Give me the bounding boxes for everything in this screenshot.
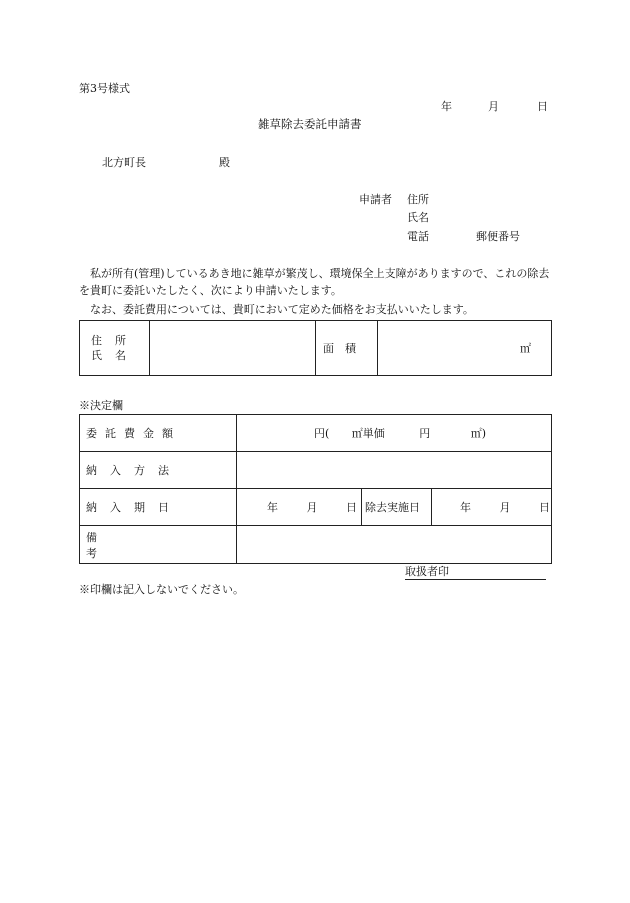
remarks-value-cell[interactable] [237,526,552,564]
date-day-label: 日 [537,100,548,113]
addressee-name: 北方町長 [102,156,146,169]
removal-date-label-cell [362,489,432,526]
area-unit: ㎡ [520,342,531,355]
body-paragraph-2: なお、委託費用については、貴町において定めた価格をお支払いいたします。 [90,303,474,316]
fee-yen-2: 円 [419,427,431,440]
body-paragraph-1: 私が所有(管理)しているあき地に雑草が繁茂し、環境保全上支障がありますので、これの除去を貴町に委託いたしたく、次により申請いたします。 [79,267,550,297]
handler-seal[interactable] [405,566,546,580]
footnote: ※印欄は記入しないでください。 [79,583,244,596]
area-label-cell [316,321,378,376]
table-address-label: 住 所 [91,334,127,347]
remarks-label: 備 考 [86,530,228,560]
applicant-name-label: 氏名 [407,211,429,224]
fee-label: 委託費金額 [86,427,181,440]
removal-date-value-cell[interactable] [432,489,552,526]
fee-close: ㎡) [470,427,487,440]
removal-date-label: 除去実施日 [365,501,420,514]
addressee-honorific: 殿 [219,156,230,169]
table-name-label: 氏 名 [91,349,127,362]
removal-date-day: 日 [539,501,550,514]
payment-date-label-cell [80,489,237,526]
removal-date-year: 年 [460,501,471,514]
fee-yen: 円( [314,427,330,440]
address-name-label-cell [80,321,150,376]
payment-method-label-cell [80,452,237,489]
area-input-cell[interactable] [378,321,552,376]
table-area-label: 面 積 [323,342,356,355]
payment-date-label: 納入期日 [86,501,182,514]
payment-date-month: 月 [306,501,318,514]
decision-section-header: ※決定欄 [79,399,123,412]
document-title: 雑草除去委託申請書 [258,117,362,131]
fee-label-cell [80,415,237,452]
payment-method-label: 納入方法 [86,464,182,477]
applicant-postal-label: 郵便番号 [476,230,520,243]
handler-seal-label: 取扱者印 [405,565,449,578]
applicant-label: 申請者 [359,193,392,206]
address-name-input-cell[interactable] [150,321,316,376]
removal-date-month: 月 [499,501,511,514]
applicant-phone-label: 電話 [407,230,429,243]
payment-date-value-cell[interactable] [237,489,362,526]
remarks-label-cell [80,526,237,564]
form-number: 第3号様式 [79,82,130,95]
payment-method-value-cell[interactable] [237,452,552,489]
applicant-address-label: 住所 [407,193,429,206]
date-year-label: 年 [441,100,452,113]
applicant-land-table [79,320,552,376]
payment-date-day: 日 [346,501,357,514]
fee-sqm-unit: ㎡単価 [351,427,385,440]
decision-table [79,414,552,564]
fee-value-cell[interactable] [237,415,552,452]
payment-date-year: 年 [267,501,278,514]
date-month-label: 月 [488,100,499,113]
